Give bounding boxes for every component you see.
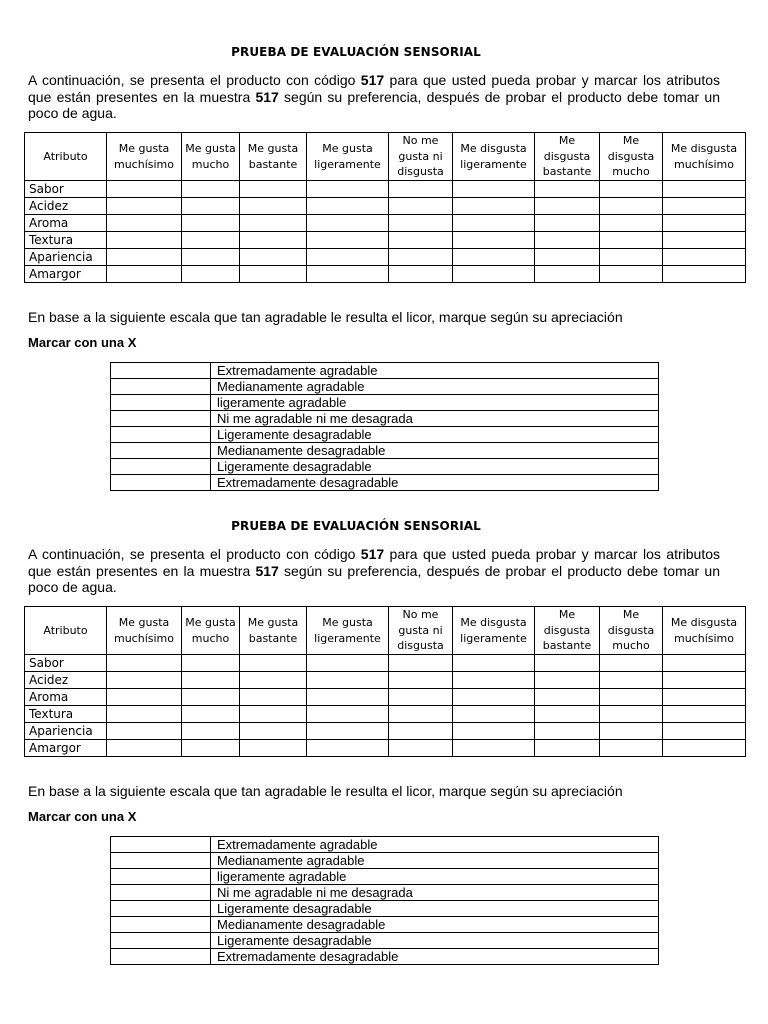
rating-cell[interactable] [240, 689, 307, 706]
header-rating-option: Me gusta bastante [240, 133, 307, 181]
rating-cell[interactable] [307, 689, 389, 706]
attribute-label: Apariencia [25, 249, 107, 266]
scale-option-label: Extremadamente agradable [211, 837, 659, 853]
rating-cell[interactable] [307, 181, 389, 198]
rating-cell[interactable] [107, 689, 182, 706]
scale-option-label: Medianamente desagradable [211, 443, 659, 459]
scale-row [111, 459, 659, 475]
scale-row [111, 837, 659, 853]
rating-cell[interactable] [453, 181, 535, 198]
rating-cell[interactable] [535, 266, 600, 283]
header-rating-option: Me gusta muchísimo [107, 607, 182, 655]
header-rating-option: Me disgusta ligeramente [453, 133, 535, 181]
scale-row [111, 379, 659, 395]
rating-cell[interactable] [600, 689, 663, 706]
attribute-label: Textura [25, 232, 107, 249]
rating-cell[interactable] [307, 740, 389, 757]
liking-scale-table [110, 836, 659, 965]
scale-row [111, 901, 659, 917]
rating-cell[interactable] [240, 266, 307, 283]
rating-cell[interactable] [107, 740, 182, 757]
rating-cell[interactable] [182, 266, 240, 283]
rating-cell[interactable] [600, 672, 663, 689]
rating-cell[interactable] [307, 672, 389, 689]
rating-cell[interactable] [663, 706, 746, 723]
rating-cell[interactable] [663, 181, 746, 198]
rating-cell[interactable] [389, 740, 453, 757]
evaluation-section [0, 474, 768, 964]
rating-cell[interactable] [107, 723, 182, 740]
liking-scale-table [110, 362, 659, 491]
rating-cell[interactable] [240, 249, 307, 266]
rating-cell[interactable] [240, 181, 307, 198]
scale-row [111, 395, 659, 411]
scale-mark-cell[interactable] [111, 427, 211, 443]
scale-row [111, 853, 659, 869]
rating-cell[interactable] [600, 198, 663, 215]
scale-row [111, 949, 659, 965]
rating-cell[interactable] [307, 723, 389, 740]
rating-cell[interactable] [182, 723, 240, 740]
rating-cell[interactable] [107, 232, 182, 249]
scale-option-label: Extremadamente desagradable [211, 949, 659, 965]
rating-cell[interactable] [182, 232, 240, 249]
rating-cell[interactable] [107, 655, 182, 672]
scale-mark-cell[interactable] [111, 411, 211, 427]
scale-mark-cell[interactable] [111, 379, 211, 395]
rating-cell[interactable] [182, 198, 240, 215]
scale-mark-cell[interactable] [111, 363, 211, 379]
rating-cell[interactable] [535, 198, 600, 215]
rating-cell[interactable] [600, 706, 663, 723]
table-row [25, 672, 746, 689]
header-rating-option: Me disgusta muchísimo [663, 607, 746, 655]
scale-mark-cell[interactable] [111, 933, 211, 949]
rating-cell[interactable] [389, 672, 453, 689]
rating-cell[interactable] [535, 181, 600, 198]
rating-cell[interactable] [389, 249, 453, 266]
intro-text-3: según su preferencia, después de probar el producto debe tomar un poco de agua. [28, 562, 720, 596]
rating-cell[interactable] [663, 266, 746, 283]
mark-instruction: Marcar con una X [28, 335, 137, 350]
rating-cell[interactable] [535, 672, 600, 689]
rating-cell[interactable] [663, 655, 746, 672]
intro-text-2: para que usted pueda probar y marcar los atributos que están presentes en la muestra [28, 546, 720, 579]
rating-cell[interactable] [535, 706, 600, 723]
attribute-label: Amargor [25, 740, 107, 757]
rating-cell[interactable] [240, 232, 307, 249]
rating-cell[interactable] [663, 672, 746, 689]
header-rating-option: Me disgusta ligeramente [453, 607, 535, 655]
header-rating-option: Me gusta mucho [182, 133, 240, 181]
scale-row [111, 363, 659, 379]
header-attribute: Atributo [25, 607, 107, 655]
scale-option-label: Ligeramente desagradable [211, 459, 659, 475]
rating-cell[interactable] [182, 672, 240, 689]
rating-cell[interactable] [600, 266, 663, 283]
rating-cell[interactable] [182, 249, 240, 266]
scale-option-label: Extremadamente desagradable [211, 475, 659, 491]
rating-cell[interactable] [663, 198, 746, 215]
scale-instructions: En base a la siguiente escala que tan agradable le resulta el licor, marque según su apreciación [28, 309, 623, 325]
rating-cell[interactable] [182, 706, 240, 723]
scale-option-label: Medianamente desagradable [211, 917, 659, 933]
attribute-rating-table [24, 606, 746, 757]
rating-cell[interactable] [663, 723, 746, 740]
rating-cell[interactable] [307, 198, 389, 215]
rating-cell[interactable] [535, 215, 600, 232]
scale-option-label: Ni me agradable ni me desagrada [211, 411, 659, 427]
product-code: 517 [360, 546, 385, 562]
scale-option-label: Medianamente agradable [211, 379, 659, 395]
scale-row [111, 443, 659, 459]
rating-cell[interactable] [240, 723, 307, 740]
scale-option-label: Ligeramente desagradable [211, 901, 659, 917]
rating-cell[interactable] [389, 689, 453, 706]
header-rating-option: Me disgusta bastante [535, 133, 600, 181]
header-rating-option: Me gusta mucho [182, 607, 240, 655]
header-rating-option: Me disgusta bastante [535, 607, 600, 655]
rating-cell[interactable] [389, 723, 453, 740]
rating-cell[interactable] [307, 215, 389, 232]
rating-cell[interactable] [240, 198, 307, 215]
rating-cell[interactable] [453, 198, 535, 215]
scale-mark-cell[interactable] [111, 949, 211, 965]
scale-instructions: En base a la siguiente escala que tan agradable le resulta el licor, marque según su apreciación [28, 783, 623, 799]
table-row [25, 706, 746, 723]
sample-code: 517 [255, 88, 279, 105]
attribute-label: Acidez [25, 198, 107, 215]
header-rating-option: Me gusta muchísimo [107, 133, 182, 181]
scale-option-label: Ligeramente desagradable [211, 933, 659, 949]
rating-cell[interactable] [107, 266, 182, 283]
rating-cell[interactable] [663, 740, 746, 757]
rating-cell[interactable] [535, 232, 600, 249]
header-rating-option: Me gusta ligeramente [307, 133, 389, 181]
scale-mark-cell[interactable] [111, 395, 211, 411]
table-row [25, 249, 746, 266]
attribute-label: Aroma [25, 215, 107, 232]
rating-cell[interactable] [107, 249, 182, 266]
rating-cell[interactable] [389, 181, 453, 198]
rating-cell[interactable] [535, 723, 600, 740]
rating-cell[interactable] [600, 655, 663, 672]
rating-cell[interactable] [307, 249, 389, 266]
rating-cell[interactable] [389, 232, 453, 249]
rating-cell[interactable] [663, 689, 746, 706]
table-row [25, 215, 746, 232]
header-rating-option: Me disgusta mucho [600, 133, 663, 181]
scale-row [111, 933, 659, 949]
rating-cell[interactable] [240, 740, 307, 757]
intro-text-1: A continuación, se presenta el producto con código [28, 546, 361, 562]
sample-code: 517 [255, 562, 279, 579]
rating-cell[interactable] [307, 706, 389, 723]
evaluation-section [0, 0, 768, 490]
rating-cell[interactable] [535, 249, 600, 266]
header-rating-option: Me disgusta muchísimo [663, 133, 746, 181]
rating-cell[interactable] [307, 655, 389, 672]
table-row [25, 689, 746, 706]
intro-paragraph [28, 546, 720, 596]
rating-cell[interactable] [107, 181, 182, 198]
rating-cell[interactable] [663, 232, 746, 249]
scale-row [111, 427, 659, 443]
mark-instruction: Marcar con una X [28, 809, 137, 824]
table-header-row [25, 607, 746, 655]
scale-option-label: ligeramente agradable [211, 869, 659, 885]
rating-cell[interactable] [240, 672, 307, 689]
attribute-label: Acidez [25, 672, 107, 689]
rating-cell[interactable] [182, 740, 240, 757]
rating-cell[interactable] [453, 655, 535, 672]
header-rating-option: Me gusta ligeramente [307, 607, 389, 655]
rating-cell[interactable] [389, 215, 453, 232]
header-rating-option: Me gusta bastante [240, 607, 307, 655]
rating-cell[interactable] [182, 655, 240, 672]
intro-text-2: para que usted pueda probar y marcar los atributos que están presentes en la muestra [28, 72, 720, 105]
table-row [25, 723, 746, 740]
header-attribute: Atributo [25, 133, 107, 181]
attribute-rating-table [24, 132, 746, 283]
scale-option-label: Ligeramente desagradable [211, 427, 659, 443]
header-rating-option: Me disgusta mucho [600, 607, 663, 655]
header-rating-option: No me gusta ni disgusta [389, 607, 453, 655]
rating-cell[interactable] [453, 215, 535, 232]
rating-cell[interactable] [107, 215, 182, 232]
rating-cell[interactable] [535, 655, 600, 672]
attribute-label: Sabor [25, 655, 107, 672]
scale-mark-cell[interactable] [111, 459, 211, 475]
rating-cell[interactable] [240, 655, 307, 672]
rating-cell[interactable] [600, 232, 663, 249]
rating-cell[interactable] [663, 215, 746, 232]
table-row [25, 740, 746, 757]
rating-cell[interactable] [453, 266, 535, 283]
table-header-row [25, 133, 746, 181]
rating-cell[interactable] [453, 689, 535, 706]
scale-mark-cell[interactable] [111, 853, 211, 869]
scale-mark-cell[interactable] [111, 917, 211, 933]
rating-cell[interactable] [535, 689, 600, 706]
rating-cell[interactable] [453, 723, 535, 740]
product-code: 517 [360, 72, 385, 88]
rating-cell[interactable] [240, 215, 307, 232]
rating-cell[interactable] [182, 181, 240, 198]
intro-paragraph [28, 72, 720, 122]
intro-text-3: según su preferencia, después de probar el producto debe tomar un poco de agua. [28, 88, 720, 122]
attribute-label: Amargor [25, 266, 107, 283]
table-row [25, 232, 746, 249]
rating-cell[interactable] [182, 215, 240, 232]
rating-cell[interactable] [389, 198, 453, 215]
scale-option-label: ligeramente agradable [211, 395, 659, 411]
scale-row [111, 885, 659, 901]
scale-mark-cell[interactable] [111, 885, 211, 901]
section-title: PRUEBA DE EVALUACIÓN SENSORIAL [231, 45, 481, 59]
rating-cell[interactable] [663, 249, 746, 266]
rating-cell[interactable] [307, 232, 389, 249]
rating-cell[interactable] [307, 266, 389, 283]
attribute-label: Aroma [25, 689, 107, 706]
header-rating-option: No me gusta ni disgusta [389, 133, 453, 181]
scale-mark-cell[interactable] [111, 837, 211, 853]
rating-cell[interactable] [107, 198, 182, 215]
rating-cell[interactable] [600, 723, 663, 740]
intro-text-1: A continuación, se presenta el producto con código [28, 72, 361, 88]
rating-cell[interactable] [600, 181, 663, 198]
section-title: PRUEBA DE EVALUACIÓN SENSORIAL [231, 519, 481, 533]
scale-option-label: Medianamente agradable [211, 853, 659, 869]
rating-cell[interactable] [535, 740, 600, 757]
attribute-label: Textura [25, 706, 107, 723]
rating-cell[interactable] [182, 689, 240, 706]
attribute-label: Apariencia [25, 723, 107, 740]
scale-mark-cell[interactable] [111, 443, 211, 459]
scale-row [111, 869, 659, 885]
rating-cell[interactable] [600, 215, 663, 232]
scale-option-label: Ni me agradable ni me desagrada [211, 885, 659, 901]
rating-cell[interactable] [389, 266, 453, 283]
rating-cell[interactable] [600, 740, 663, 757]
rating-cell[interactable] [453, 232, 535, 249]
table-row [25, 181, 746, 198]
rating-cell[interactable] [107, 672, 182, 689]
attribute-label: Sabor [25, 181, 107, 198]
rating-cell[interactable] [453, 740, 535, 757]
rating-cell[interactable] [453, 249, 535, 266]
table-row [25, 266, 746, 283]
scale-row [111, 917, 659, 933]
rating-cell[interactable] [389, 706, 453, 723]
table-row [25, 655, 746, 672]
scale-mark-cell[interactable] [111, 901, 211, 917]
rating-cell[interactable] [453, 706, 535, 723]
table-row [25, 198, 746, 215]
rating-cell[interactable] [240, 706, 307, 723]
rating-cell[interactable] [107, 706, 182, 723]
scale-row [111, 411, 659, 427]
scale-option-label: Extremadamente agradable [211, 363, 659, 379]
rating-cell[interactable] [389, 655, 453, 672]
rating-cell[interactable] [453, 672, 535, 689]
scale-mark-cell[interactable] [111, 869, 211, 885]
rating-cell[interactable] [600, 249, 663, 266]
